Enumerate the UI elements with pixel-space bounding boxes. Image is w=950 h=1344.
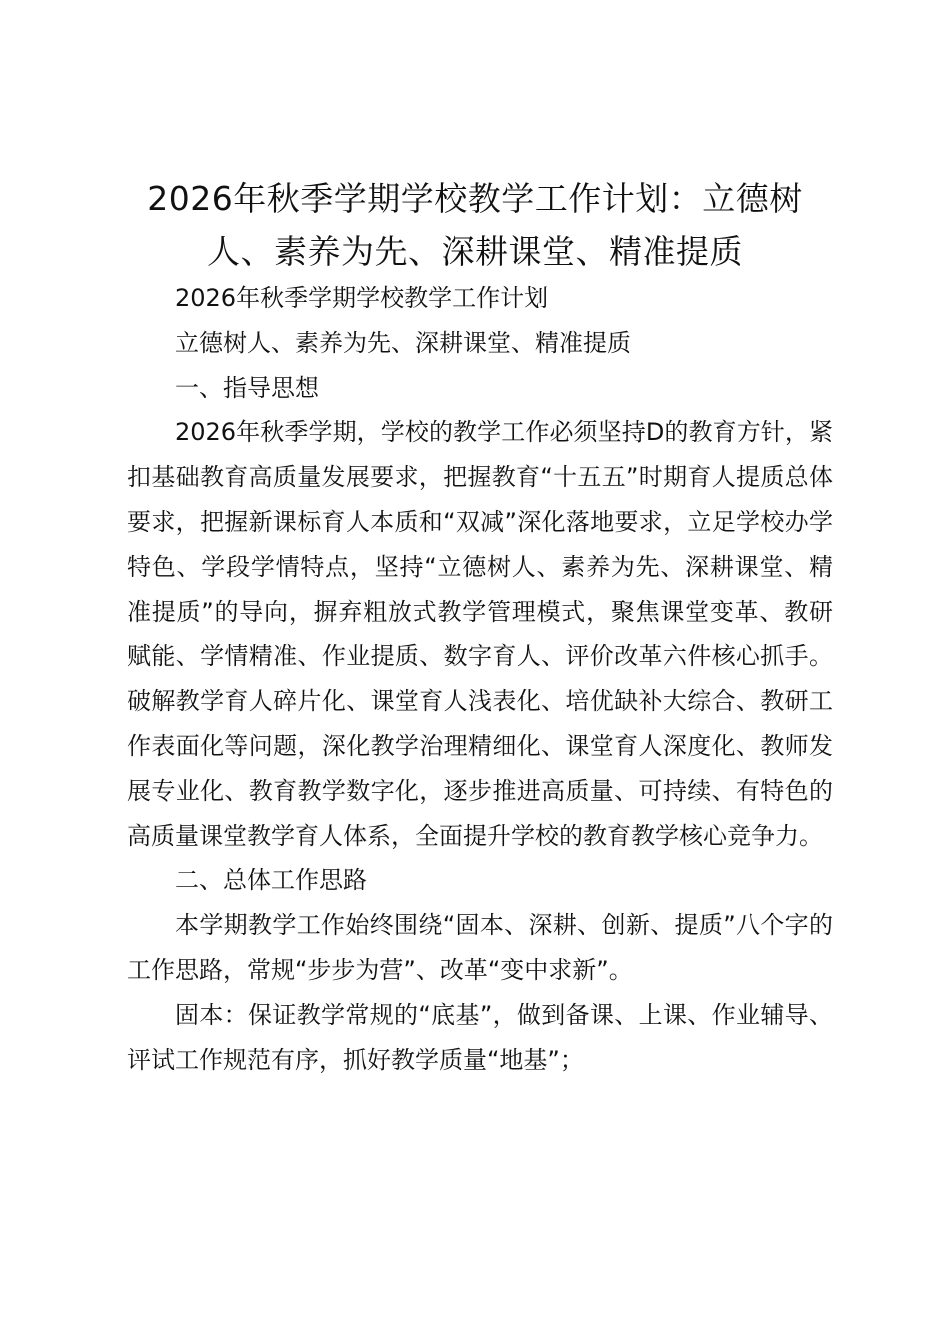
section-heading-overall-approach: 二、总体工作思路	[175, 866, 367, 895]
document-body	[127, 276, 833, 1082]
paragraph-guiding-ideology: 2026年秋季学期，学校的教学工作必须坚持D的教育方针，紧扣基础教育高质量发展要求，把握教育“十五五”时期育人提质总体要求，把握新课标育人本质和“双减”深化落地要求，立足学校办学特色、学段学情特点，坚持“立德树人、素养为先、深耕课堂、精准提质”的导向，摒弃粗放式教学管理模式，聚焦课堂变革、教研赋能、学情精准、作业提质、数字育人、评价改革六件核心抓手。破解教学育人碎片化、课堂育人浅表化、培优缺补大综合、教研工作表面化等问题，深化教学治理精细化、课堂育人深度化、教师发展专业化、教育教学数字化，逐步推进高质量、可持续、有特色的高质量课堂教学育人体系，全面提升学校的教育教学核心竞争力。	[127, 418, 833, 850]
document-title: 2026年秋季学期学校教学工作计划：立德树人、素养为先、深耕课堂、精准提质	[147, 179, 803, 271]
section-heading-guiding-ideology: 一、指导思想	[175, 373, 319, 402]
paragraph-consolidate-foundation: 固本：保证教学常规的“底基”，做到备课、上课、作业辅导、评试工作规范有序，抓好教学质量“地基”；	[127, 1000, 833, 1074]
paragraph-plan-name: 2026年秋季学期学校教学工作计划	[175, 284, 549, 312]
paragraph-plan-theme: 立德树人、素养为先、深耕课堂、精准提质	[175, 328, 631, 357]
paragraph-overall-approach: 本学期教学工作始终围绕“固本、深耕、创新、提质”八个字的工作思路，常规“步步为营”、改革“变中求新”。	[127, 911, 833, 984]
